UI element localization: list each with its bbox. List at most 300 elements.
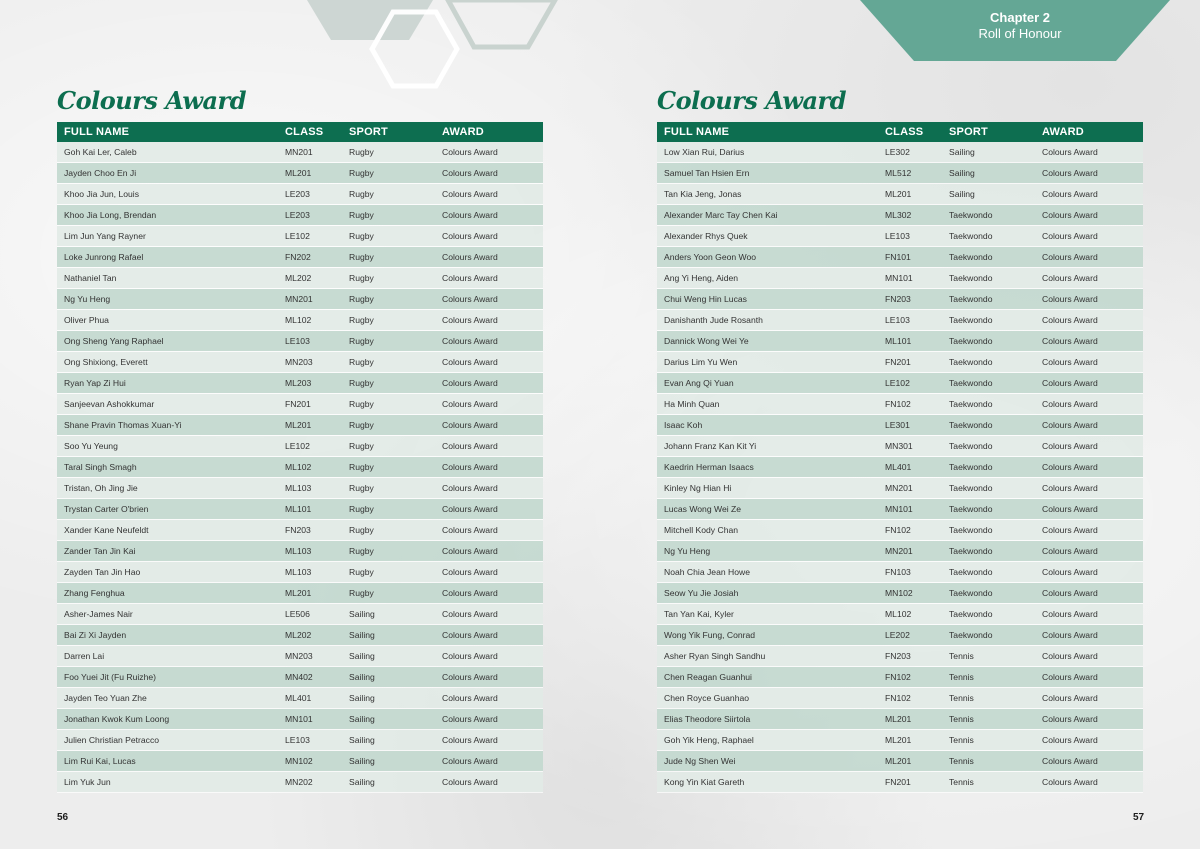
- cell-award: Colours Award: [1035, 478, 1143, 499]
- cell-name: Isaac Koh: [657, 415, 878, 436]
- cell-award: Colours Award: [435, 289, 543, 310]
- cell-award: Colours Award: [1035, 688, 1143, 709]
- table-row: [657, 646, 1143, 667]
- cell-award: Colours Award: [1035, 163, 1143, 184]
- cell-sport: Rugby: [342, 415, 435, 436]
- cell-award: Colours Award: [1035, 772, 1143, 793]
- table-row: [657, 268, 1143, 289]
- cell-name: Ang Yi Heng, Aiden: [657, 268, 878, 289]
- cell-award: Colours Award: [1035, 457, 1143, 478]
- cell-sport: Rugby: [342, 310, 435, 331]
- cell-class: LE103: [278, 730, 342, 751]
- table-row: [57, 373, 543, 394]
- cell-class: ML103: [278, 562, 342, 583]
- cell-award: Colours Award: [435, 520, 543, 541]
- cell-award: Colours Award: [1035, 205, 1143, 226]
- cell-award: Colours Award: [1035, 415, 1143, 436]
- cell-class: MN102: [878, 583, 942, 604]
- hexagon-decoration: [0, 0, 600, 100]
- cell-class: FN201: [878, 352, 942, 373]
- cell-sport: Tennis: [942, 730, 1035, 751]
- cell-sport: Rugby: [342, 520, 435, 541]
- table-row: [657, 163, 1143, 184]
- cell-sport: Sailing: [942, 184, 1035, 205]
- cell-class: ML201: [278, 163, 342, 184]
- cell-sport: Taekwondo: [942, 499, 1035, 520]
- column-header-award: AWARD: [435, 122, 543, 142]
- cell-sport: Taekwondo: [942, 352, 1035, 373]
- cell-award: Colours Award: [435, 751, 543, 772]
- cell-name: Ryan Yap Zi Hui: [57, 373, 278, 394]
- table-row: [657, 709, 1143, 730]
- cell-sport: Tennis: [942, 667, 1035, 688]
- cell-class: LE202: [878, 625, 942, 646]
- cell-name: Ha Minh Quan: [657, 394, 878, 415]
- table-row: [657, 457, 1143, 478]
- table-row: [657, 667, 1143, 688]
- table-row: [57, 646, 543, 667]
- table-row: [57, 268, 543, 289]
- cell-class: ML302: [878, 205, 942, 226]
- cell-award: Colours Award: [435, 709, 543, 730]
- table-row: [57, 142, 543, 163]
- table-row: [57, 163, 543, 184]
- cell-award: Colours Award: [1035, 268, 1143, 289]
- cell-class: MN201: [278, 289, 342, 310]
- cell-award: Colours Award: [1035, 373, 1143, 394]
- cell-sport: Taekwondo: [942, 583, 1035, 604]
- left-table-body: [57, 142, 543, 793]
- cell-sport: Rugby: [342, 457, 435, 478]
- table-row: [57, 772, 543, 793]
- cell-sport: Rugby: [342, 205, 435, 226]
- table-row: [657, 226, 1143, 247]
- cell-sport: Sailing: [342, 751, 435, 772]
- cell-sport: Rugby: [342, 541, 435, 562]
- cell-sport: Sailing: [342, 667, 435, 688]
- cell-class: ML512: [878, 163, 942, 184]
- cell-award: Colours Award: [435, 394, 543, 415]
- cell-class: FN203: [278, 520, 342, 541]
- cell-name: Low Xian Rui, Darius: [657, 142, 878, 163]
- table-row: [657, 604, 1143, 625]
- cell-name: Jayden Choo En Ji: [57, 163, 278, 184]
- cell-award: Colours Award: [435, 373, 543, 394]
- cell-award: Colours Award: [435, 331, 543, 352]
- table-row: [57, 709, 543, 730]
- table-row: [657, 751, 1143, 772]
- cell-award: Colours Award: [1035, 604, 1143, 625]
- cell-class: MN101: [878, 499, 942, 520]
- cell-name: Anders Yoon Geon Woo: [657, 247, 878, 268]
- cell-sport: Rugby: [342, 499, 435, 520]
- chapter-subtitle: Roll of Honour: [978, 26, 1062, 41]
- right-table-body: [657, 142, 1143, 793]
- table-row: [57, 457, 543, 478]
- cell-sport: Rugby: [342, 184, 435, 205]
- cell-sport: Sailing: [942, 142, 1035, 163]
- cell-name: Kinley Ng Hian Hi: [657, 478, 878, 499]
- cell-class: ML201: [878, 184, 942, 205]
- table-row: [57, 184, 543, 205]
- cell-award: Colours Award: [435, 583, 543, 604]
- table-row: [57, 226, 543, 247]
- cell-sport: Rugby: [342, 352, 435, 373]
- cell-class: LE102: [278, 436, 342, 457]
- cell-sport: Rugby: [342, 289, 435, 310]
- cell-name: Lucas Wong Wei Ze: [657, 499, 878, 520]
- cell-name: Noah Chia Jean Howe: [657, 562, 878, 583]
- table-row: [657, 289, 1143, 310]
- cell-class: LE102: [278, 226, 342, 247]
- cell-class: LE203: [278, 205, 342, 226]
- cell-award: Colours Award: [435, 562, 543, 583]
- cell-name: Khoo Jia Long, Brendan: [57, 205, 278, 226]
- table-row: [657, 730, 1143, 751]
- cell-class: ML101: [278, 499, 342, 520]
- table-row: [57, 205, 543, 226]
- table-row: [657, 625, 1143, 646]
- cell-sport: Sailing: [342, 604, 435, 625]
- cell-class: FN203: [878, 289, 942, 310]
- cell-award: Colours Award: [1035, 310, 1143, 331]
- cell-award: Colours Award: [435, 499, 543, 520]
- cell-sport: Taekwondo: [942, 226, 1035, 247]
- cell-name: Tan Yan Kai, Kyler: [657, 604, 878, 625]
- cell-name: Xander Kane Neufeldt: [57, 520, 278, 541]
- cell-name: Julien Christian Petracco: [57, 730, 278, 751]
- cell-class: FN202: [278, 247, 342, 268]
- cell-award: Colours Award: [1035, 436, 1143, 457]
- cell-class: LE102: [878, 373, 942, 394]
- cell-sport: Taekwondo: [942, 457, 1035, 478]
- cell-sport: Rugby: [342, 226, 435, 247]
- right-page-heading: Colours Award: [657, 86, 846, 115]
- table-row: [657, 562, 1143, 583]
- cell-sport: Taekwondo: [942, 394, 1035, 415]
- cell-class: MN301: [878, 436, 942, 457]
- cell-award: Colours Award: [1035, 352, 1143, 373]
- cell-name: Tristan, Oh Jing Jie: [57, 478, 278, 499]
- cell-sport: Tennis: [942, 709, 1035, 730]
- cell-award: Colours Award: [1035, 709, 1143, 730]
- cell-name: Wong Yik Fung, Conrad: [657, 625, 878, 646]
- cell-award: Colours Award: [1035, 751, 1143, 772]
- table-row: [57, 520, 543, 541]
- cell-sport: Sailing: [342, 730, 435, 751]
- cell-sport: Tennis: [942, 646, 1035, 667]
- table-row: [657, 772, 1143, 793]
- cell-class: LE301: [878, 415, 942, 436]
- cell-class: ML203: [278, 373, 342, 394]
- cell-name: Alexander Marc Tay Chen Kai: [657, 205, 878, 226]
- cell-class: ML201: [878, 709, 942, 730]
- cell-name: Zander Tan Jin Kai: [57, 541, 278, 562]
- table-row: [657, 352, 1143, 373]
- cell-award: Colours Award: [435, 205, 543, 226]
- column-header-class: CLASS: [878, 122, 942, 142]
- cell-sport: Sailing: [342, 646, 435, 667]
- cell-name: Danishanth Jude Rosanth: [657, 310, 878, 331]
- cell-sport: Taekwondo: [942, 205, 1035, 226]
- cell-sport: Taekwondo: [942, 562, 1035, 583]
- cell-class: ML202: [278, 268, 342, 289]
- cell-award: Colours Award: [435, 436, 543, 457]
- table-row: [657, 499, 1143, 520]
- cell-sport: Tennis: [942, 772, 1035, 793]
- column-header-name: FULL NAME: [657, 122, 878, 142]
- cell-class: LE203: [278, 184, 342, 205]
- cell-name: Jude Ng Shen Wei: [657, 751, 878, 772]
- cell-sport: Taekwondo: [942, 436, 1035, 457]
- cell-name: Chen Reagan Guanhui: [657, 667, 878, 688]
- cell-award: Colours Award: [435, 625, 543, 646]
- table-row: [57, 688, 543, 709]
- cell-name: Soo Yu Yeung: [57, 436, 278, 457]
- cell-name: Evan Ang Qi Yuan: [657, 373, 878, 394]
- cell-name: Ng Yu Heng: [657, 541, 878, 562]
- cell-class: MN201: [878, 541, 942, 562]
- cell-award: Colours Award: [1035, 625, 1143, 646]
- cell-award: Colours Award: [435, 415, 543, 436]
- table-row: [57, 730, 543, 751]
- cell-name: Lim Yuk Jun: [57, 772, 278, 793]
- cell-name: Taral Singh Smagh: [57, 457, 278, 478]
- table-header-row: [657, 122, 1143, 142]
- column-header-award: AWARD: [1035, 122, 1143, 142]
- cell-name: Chen Royce Guanhao: [657, 688, 878, 709]
- cell-name: Dannick Wong Wei Ye: [657, 331, 878, 352]
- cell-award: Colours Award: [1035, 562, 1143, 583]
- table-row: [57, 247, 543, 268]
- cell-sport: Sailing: [342, 688, 435, 709]
- table-row: [57, 604, 543, 625]
- table-row: [657, 478, 1143, 499]
- table-row: [657, 142, 1143, 163]
- right-award-table: [657, 122, 1143, 793]
- right-page-number: 57: [1133, 812, 1145, 823]
- cell-class: ML401: [878, 457, 942, 478]
- cell-class: FN101: [878, 247, 942, 268]
- cell-award: Colours Award: [435, 541, 543, 562]
- table-row: [657, 583, 1143, 604]
- cell-award: Colours Award: [1035, 142, 1143, 163]
- cell-class: MN201: [878, 478, 942, 499]
- cell-sport: Sailing: [342, 709, 435, 730]
- cell-name: Jayden Teo Yuan Zhe: [57, 688, 278, 709]
- cell-sport: Taekwondo: [942, 373, 1035, 394]
- cell-name: Lim Jun Yang Rayner: [57, 226, 278, 247]
- cell-sport: Tennis: [942, 688, 1035, 709]
- cell-class: ML202: [278, 625, 342, 646]
- cell-award: Colours Award: [435, 184, 543, 205]
- table-row: [657, 541, 1143, 562]
- cell-award: Colours Award: [1035, 667, 1143, 688]
- cell-class: FN102: [878, 688, 942, 709]
- table-row: [57, 562, 543, 583]
- cell-award: Colours Award: [1035, 247, 1143, 268]
- cell-class: FN201: [278, 394, 342, 415]
- cell-name: Foo Yuei Jit (Fu Ruizhe): [57, 667, 278, 688]
- cell-sport: Taekwondo: [942, 310, 1035, 331]
- cell-award: Colours Award: [435, 688, 543, 709]
- table-row: [57, 394, 543, 415]
- cell-class: LE103: [278, 331, 342, 352]
- table-row: [57, 583, 543, 604]
- cell-class: FN102: [878, 667, 942, 688]
- cell-award: Colours Award: [1035, 520, 1143, 541]
- cell-class: ML201: [878, 751, 942, 772]
- cell-class: MN201: [278, 142, 342, 163]
- table-row: [657, 394, 1143, 415]
- cell-sport: Taekwondo: [942, 331, 1035, 352]
- chapter-title: Chapter 2: [990, 10, 1050, 25]
- table-row: [57, 667, 543, 688]
- cell-award: Colours Award: [1035, 394, 1143, 415]
- cell-name: Asher-James Nair: [57, 604, 278, 625]
- cell-award: Colours Award: [1035, 184, 1143, 205]
- table-row: [657, 688, 1143, 709]
- cell-name: Goh Kai Ler, Caleb: [57, 142, 278, 163]
- cell-award: Colours Award: [435, 142, 543, 163]
- cell-class: FN102: [878, 520, 942, 541]
- cell-class: LE302: [878, 142, 942, 163]
- cell-sport: Taekwondo: [942, 268, 1035, 289]
- cell-sport: Sailing: [942, 163, 1035, 184]
- cell-award: Colours Award: [435, 772, 543, 793]
- cell-class: ML201: [278, 415, 342, 436]
- table-row: [57, 415, 543, 436]
- column-header-class: CLASS: [278, 122, 342, 142]
- cell-sport: Rugby: [342, 478, 435, 499]
- cell-class: LE103: [878, 310, 942, 331]
- cell-name: Seow Yu Jie Josiah: [657, 583, 878, 604]
- cell-sport: Rugby: [342, 436, 435, 457]
- cell-class: FN102: [878, 394, 942, 415]
- table-row: [57, 289, 543, 310]
- cell-sport: Tennis: [942, 751, 1035, 772]
- cell-sport: Sailing: [342, 772, 435, 793]
- cell-name: Kong Yin Kiat Gareth: [657, 772, 878, 793]
- table-row: [57, 310, 543, 331]
- cell-name: Lim Rui Kai, Lucas: [57, 751, 278, 772]
- column-header-sport: SPORT: [342, 122, 435, 142]
- table-row: [57, 352, 543, 373]
- cell-class: MN101: [278, 709, 342, 730]
- cell-class: LE506: [278, 604, 342, 625]
- table-row: [57, 331, 543, 352]
- column-header-name: FULL NAME: [57, 122, 278, 142]
- cell-name: Jonathan Kwok Kum Loong: [57, 709, 278, 730]
- cell-award: Colours Award: [435, 247, 543, 268]
- cell-award: Colours Award: [435, 646, 543, 667]
- cell-award: Colours Award: [435, 457, 543, 478]
- cell-name: Nathaniel Tan: [57, 268, 278, 289]
- left-award-table: [57, 122, 543, 793]
- cell-name: Loke Junrong Rafael: [57, 247, 278, 268]
- cell-sport: Taekwondo: [942, 604, 1035, 625]
- cell-award: Colours Award: [1035, 730, 1143, 751]
- cell-award: Colours Award: [1035, 289, 1143, 310]
- table-row: [57, 499, 543, 520]
- cell-sport: Rugby: [342, 583, 435, 604]
- table-row: [657, 310, 1143, 331]
- cell-class: MN203: [278, 646, 342, 667]
- cell-award: Colours Award: [1035, 226, 1143, 247]
- cell-sport: Rugby: [342, 163, 435, 184]
- cell-class: ML201: [278, 583, 342, 604]
- cell-award: Colours Award: [1035, 499, 1143, 520]
- cell-award: Colours Award: [1035, 331, 1143, 352]
- cell-name: Bai Zi Xi Jayden: [57, 625, 278, 646]
- cell-award: Colours Award: [435, 604, 543, 625]
- cell-sport: Rugby: [342, 562, 435, 583]
- table-row: [657, 373, 1143, 394]
- chapter-label: [955, 10, 1085, 42]
- cell-name: Ong Sheng Yang Raphael: [57, 331, 278, 352]
- cell-sport: Rugby: [342, 394, 435, 415]
- table-row: [57, 478, 543, 499]
- cell-award: Colours Award: [435, 310, 543, 331]
- cell-award: Colours Award: [435, 352, 543, 373]
- cell-name: Darius Lim Yu Wen: [657, 352, 878, 373]
- table-row: [57, 751, 543, 772]
- cell-class: FN103: [878, 562, 942, 583]
- cell-name: Tan Kia Jeng, Jonas: [657, 184, 878, 205]
- cell-sport: Rugby: [342, 268, 435, 289]
- cell-class: ML201: [878, 730, 942, 751]
- cell-name: Chui Weng Hin Lucas: [657, 289, 878, 310]
- table-row: [657, 520, 1143, 541]
- cell-name: Johann Franz Kan Kit Yi: [657, 436, 878, 457]
- cell-name: Mitchell Kody Chan: [657, 520, 878, 541]
- table-row: [657, 205, 1143, 226]
- cell-name: Ong Shixiong, Everett: [57, 352, 278, 373]
- cell-award: Colours Award: [435, 163, 543, 184]
- cell-award: Colours Award: [435, 268, 543, 289]
- table-header-row: [57, 122, 543, 142]
- cell-class: ML103: [278, 478, 342, 499]
- cell-sport: Taekwondo: [942, 415, 1035, 436]
- chapter-tab: [860, 0, 1170, 61]
- column-header-sport: SPORT: [942, 122, 1035, 142]
- cell-award: Colours Award: [435, 667, 543, 688]
- cell-name: Darren Lai: [57, 646, 278, 667]
- cell-name: Alexander Rhys Quek: [657, 226, 878, 247]
- cell-sport: Sailing: [342, 625, 435, 646]
- cell-class: MN202: [278, 772, 342, 793]
- cell-award: Colours Award: [1035, 646, 1143, 667]
- cell-name: Kaedrin Herman Isaacs: [657, 457, 878, 478]
- cell-sport: Taekwondo: [942, 625, 1035, 646]
- cell-name: Goh Yik Heng, Raphael: [657, 730, 878, 751]
- cell-sport: Rugby: [342, 142, 435, 163]
- table-row: [57, 625, 543, 646]
- cell-class: FN203: [878, 646, 942, 667]
- table-row: [657, 436, 1143, 457]
- table-row: [657, 331, 1143, 352]
- cell-name: Sanjeevan Ashokkumar: [57, 394, 278, 415]
- cell-class: ML101: [878, 331, 942, 352]
- cell-sport: Rugby: [342, 247, 435, 268]
- cell-name: Asher Ryan Singh Sandhu: [657, 646, 878, 667]
- cell-award: Colours Award: [1035, 541, 1143, 562]
- cell-award: Colours Award: [435, 226, 543, 247]
- table-row: [657, 247, 1143, 268]
- table-row: [57, 436, 543, 457]
- cell-name: Samuel Tan Hsien Ern: [657, 163, 878, 184]
- cell-name: Elias Theodore Siirtola: [657, 709, 878, 730]
